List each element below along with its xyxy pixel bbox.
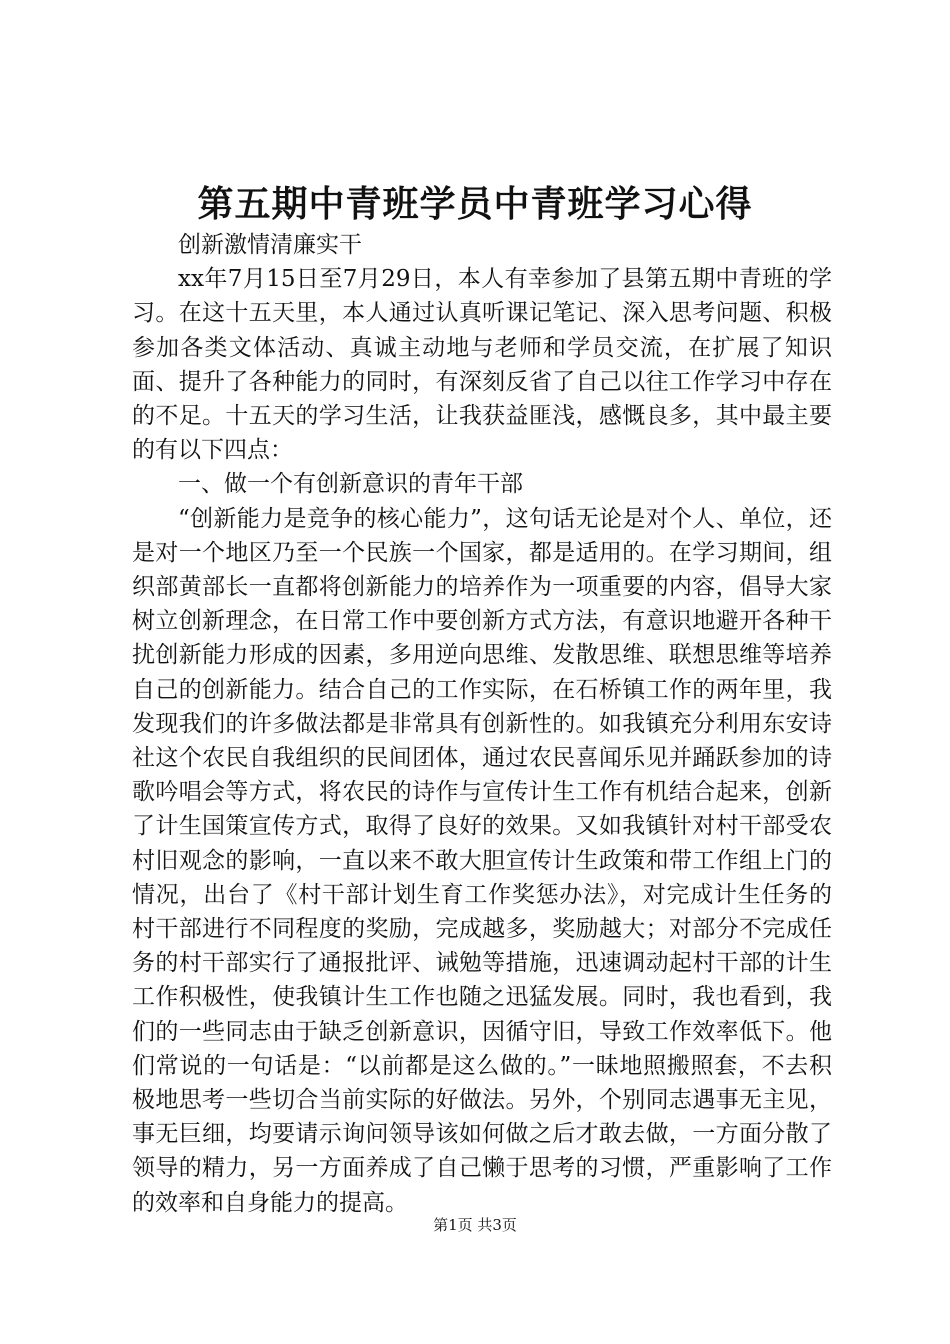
intro-paragraph: xx年7月15日至7月29日，本人有幸参加了县第五期中青班的学习。在这十五天里，本人通过认真听课记笔记、深入思考问题、积极参加各类文体活动、真诚主动地与老师和学员交流，在扩展了知识面、提升了各种能力的同时，有深刻反省了自己以往工作学习中存在的不足。十五天的学习生活，让我获益匪浅，感慨良多，其中最主要的有以下四点： [132,266,832,464]
document-body [132,228,832,1220]
section-paragraph: “创新能力是竞争的核心能力”，这句话无论是对个人、单位，还是对一个地区乃至一个民族一个国家，都是适用的。在学习期间，组织部黄部长一直都将创新能力的培养作为一项重要的内容，倡导大家树立创新理念，在日常工作中要创新方式方法，有意识地避开各种干扰创新能力形成的因素，多用逆向思维、发散思维、联想思维等培养自己的创新能力。结合自己的工作实际，在石桥镇工作的两年里，我发现我们的许多做法都是非常具有创新性的。如我镇充分利用东安诗社这个农民自我组织的民间团体，通过农民喜闻乐见并踊跃参加的诗歌吟唱会等方式，将农民的诗作与宣传计生工作有机结合起来，创新了计生国策宣传方式，取得了良好的效果。又如我镇针对村干部受农村旧观念的影响，一直以来不敢大胆宣传计生政策和带工作组上门的情况，出台了《村干部计划生育工作奖惩办法》，对完成计生任务的村干部进行不同程度的奖励，完成越多，奖励越大；对部分不完成任务的村干部实行了通报批评、诫勉等措施，迅速调动起村干部的计生工作积极性，使我镇计生工作也随之迅猛发展。同时，我也看到，我们的一些同志由于缺乏创新意识，因循守旧，导致工作效率低下。他们常说的一句话是：“以前都是这么做的。”一昧地照搬照套，不去积极地思考一些切合当前实际的好做法。另外，个别同志遇事无主见，事无巨细，均要请示询问领导该如何做之后才敢去做，一方面分散了领导的精力，另一方面养成了自己懒于思考的习惯，严重影响了工作的效率和自身能力的提高。 [132,505,832,1216]
subtitle-paragraph: 创新激情清廉实干 [178,232,362,258]
section-heading: 一、做一个有创新意识的青年干部 [178,471,523,498]
page-footer: 第1页 共3页 [433,1216,517,1234]
document-title: 第五期中青班学员中青班学习心得 [197,183,753,225]
